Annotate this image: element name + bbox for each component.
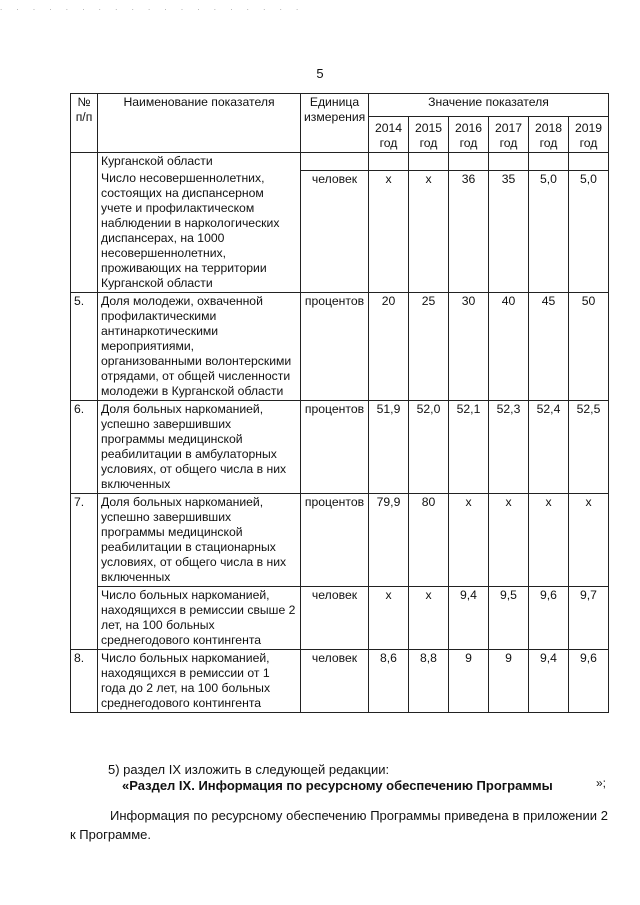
row-value-2018: 9,6 [529, 587, 569, 650]
row-unit: человек [301, 170, 369, 293]
row-value-2015 [409, 153, 449, 171]
header-num: № п/п [71, 94, 98, 153]
row-value-2019: 9,6 [569, 650, 609, 713]
row-value-2017: 52,3 [489, 401, 529, 494]
row-unit [301, 153, 369, 171]
row-value-2016: 36 [449, 170, 489, 293]
row-value-2018: 52,4 [529, 401, 569, 494]
row-value-2019 [569, 153, 609, 171]
top-scan-marks: . . . . . . . . . . . . . . . . . . . [0, 3, 305, 12]
header-row-1 [71, 94, 609, 117]
header-unit: Единица измерения [301, 94, 369, 153]
row-value-2016: 9,4 [449, 587, 489, 650]
row-value-2014: 20 [369, 293, 409, 401]
row-value-2018: 45 [529, 293, 569, 401]
row-name: Курганской области [98, 153, 301, 171]
header-year-2015: 2015 год [409, 117, 449, 153]
indicators-table [70, 93, 609, 713]
row-value-2016: 30 [449, 293, 489, 401]
row-name: Доля молодежи, охваченной профилактическими антинаркотическими мероприятиями, организованными волонтерскими отрядами, от общей численности молодежи в Курганской области [98, 293, 301, 401]
row-num [71, 153, 98, 293]
header-year-2014: 2014 год [369, 117, 409, 153]
row-num: 7. [71, 494, 98, 650]
row-name: Число больных наркоманией, находящихся в ремиссии свыше 2 лет, на 100 больных среднегодового контингента [98, 587, 301, 650]
row-value-2017: х [489, 494, 529, 587]
table-row [71, 587, 609, 650]
row-num: 5. [71, 293, 98, 401]
table-row [71, 401, 609, 494]
row-value-2015: х [409, 587, 449, 650]
row-name: Доля больных наркоманией, успешно завершивших программы медицинской реабилитации в амбулаторных условиях, от общего числа в них включенных [98, 401, 301, 494]
row-unit: человек [301, 650, 369, 713]
row-value-2016: х [449, 494, 489, 587]
page-number: 5 [316, 66, 324, 81]
header-year-2017: 2017 год [489, 117, 529, 153]
table-row [71, 494, 609, 587]
row-value-2014: 79,9 [369, 494, 409, 587]
table-row [71, 650, 609, 713]
header-values-group: Значение показателя [369, 94, 609, 117]
row-value-2015: 8,8 [409, 650, 449, 713]
row-value-2017: 35 [489, 170, 529, 293]
table-row [71, 153, 609, 171]
row-name: Число больных наркоманией, находящихся в ремиссии от 1 года до 2 лет, на 100 больных среднегодового контингента [98, 650, 301, 713]
closing-quote: »; [596, 776, 607, 790]
row-value-2017: 40 [489, 293, 529, 401]
header-year-2019: 2019 год [569, 117, 609, 153]
row-value-2014: х [369, 170, 409, 293]
row-value-2015: 80 [409, 494, 449, 587]
row-unit: процентов [301, 293, 369, 401]
row-value-2018 [529, 153, 569, 171]
row-value-2017: 9,5 [489, 587, 529, 650]
row-value-2018: х [529, 494, 569, 587]
header-year-2018: 2018 год [529, 117, 569, 153]
row-name: Доля больных наркоманией, успешно завершивших программы медицинской реабилитации в стационарных условиях, от общего числа в них включенных [98, 494, 301, 587]
row-value-2016 [449, 153, 489, 171]
row-value-2015: 25 [409, 293, 449, 401]
row-value-2019: х [569, 494, 609, 587]
row-value-2018: 9,4 [529, 650, 569, 713]
row-num: 6. [71, 401, 98, 494]
row-value-2017 [489, 153, 529, 171]
row-value-2019: 52,5 [569, 401, 609, 494]
amendment-item-5: 5) раздел IX изложить в следующей редакции: [108, 762, 390, 777]
row-value-2015: х [409, 170, 449, 293]
header-name: Наименование показателя [98, 94, 301, 153]
row-value-2014: х [369, 587, 409, 650]
row-value-2014: 51,9 [369, 401, 409, 494]
table-row [71, 293, 609, 401]
row-value-2015: 52,0 [409, 401, 449, 494]
section-title: «Раздел IX. Информация по ресурсному обеспечению Программы [122, 778, 553, 793]
row-num: 8. [71, 650, 98, 713]
row-value-2019: 5,0 [569, 170, 609, 293]
row-value-2017: 9 [489, 650, 529, 713]
header-year-2016: 2016 год [449, 117, 489, 153]
row-value-2019: 9,7 [569, 587, 609, 650]
row-value-2016: 52,1 [449, 401, 489, 494]
row-value-2018: 5,0 [529, 170, 569, 293]
table-row [71, 170, 609, 293]
row-value-2019: 50 [569, 293, 609, 401]
row-value-2014: 8,6 [369, 650, 409, 713]
row-unit: процентов [301, 401, 369, 494]
row-unit: процентов [301, 494, 369, 587]
row-value-2014 [369, 153, 409, 171]
row-unit: человек [301, 587, 369, 650]
row-name: Число несовершеннолетних, состоящих на диспансерном учете и профилактическом наблюдении в наркологических диспансерах, на 1000 несовершеннолетних, проживающих на территории Курганской области [98, 170, 301, 293]
body-paragraph: Информация по ресурсному обеспечению Программы приведена в приложении 2 к Программе. [70, 808, 608, 842]
row-value-2016: 9 [449, 650, 489, 713]
